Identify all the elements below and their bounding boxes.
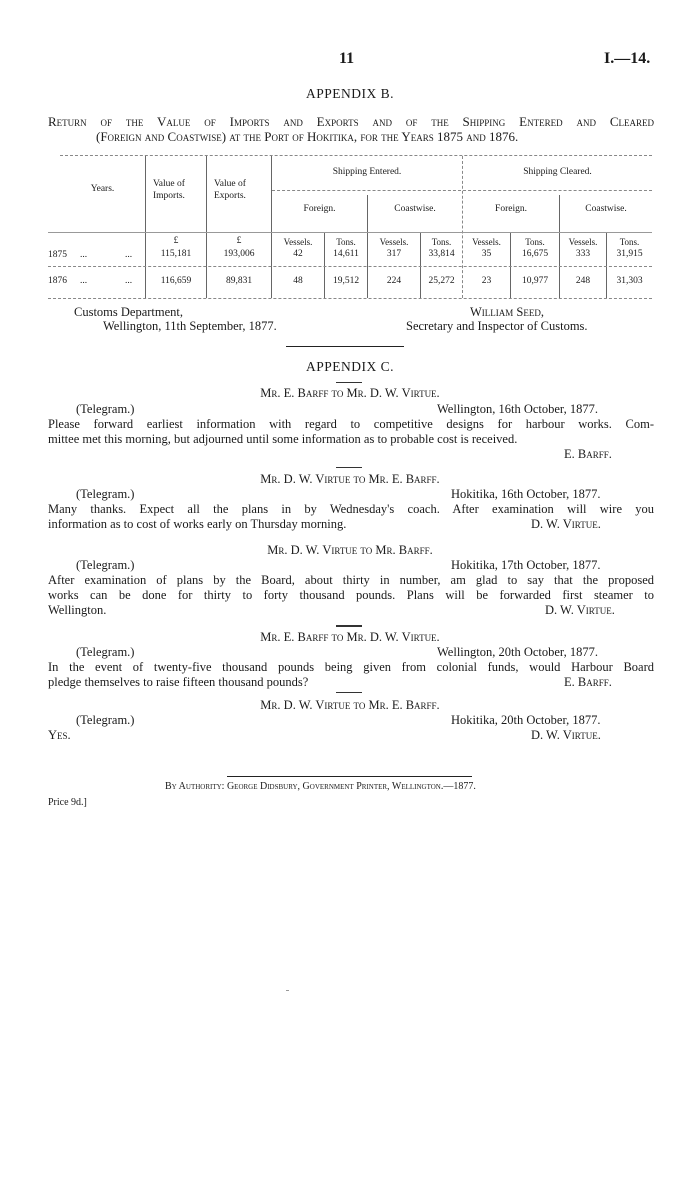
col-header-imports: Value of Imports. — [153, 179, 185, 201]
appendix-b-caption-line-1: Return of the Value of Imports and Exports and of the Shipping Entered and Cleared — [48, 114, 654, 129]
telegram-body-line: After examination of plans by the Board, about thirty in number, am glad to say that the proposed — [48, 573, 654, 587]
col-header-years: Years. — [90, 184, 115, 194]
unit-exports: £ — [236, 236, 242, 246]
telegram-kind: (Telegram.) — [76, 487, 135, 501]
telegram-kind: (Telegram.) — [76, 713, 135, 727]
cell-cleared-coastwise-tons: 31,303 — [616, 276, 643, 286]
sub-header-cleared-foreign: Foreign. — [495, 204, 527, 214]
cell-entered-coastwise-tons: 33,814 — [428, 249, 455, 259]
telegram-place-date: Hokitika, 17th October, 1877. — [451, 558, 601, 572]
telegram-heading-text: Mr. E. Barff to Mr. D. W. Virtue. — [260, 386, 440, 400]
unit-vessels: Vessels. — [472, 237, 501, 247]
cell-entered-coastwise-tons: 25,272 — [428, 276, 455, 286]
col-header-exports: Value of Exports. — [214, 179, 246, 201]
telegram-body-line: works can be done for thirty to forty thousand pounds. Plans will be forwarded first steamer to — [48, 588, 654, 602]
page-number: 11 — [339, 50, 355, 67]
telegram-kind: (Telegram.) — [76, 402, 135, 416]
telegram-place-date: Hokitika, 20th October, 1877. — [451, 713, 601, 727]
telegram-body-line: In the event of twenty-five thousand pounds being given from colonial funds, would Harbour Board — [48, 660, 654, 674]
cell-cleared-foreign-vessels: 35 — [481, 249, 492, 259]
row-year: 1876 — [48, 276, 67, 286]
group-header-shipping-cleared: Shipping Cleared. — [523, 167, 592, 177]
row-leader-dots: ... — [80, 276, 88, 286]
row-leader-dots: ... — [125, 250, 133, 260]
appendix-b-title: APPENDIX B. — [305, 86, 394, 101]
cell-cleared-coastwise-vessels: 248 — [575, 276, 591, 286]
unit-tons: Tons. — [336, 237, 356, 247]
telegram-body-line: Many thanks. Expect all the plans in by Wednesday's coach. After examination will wire you — [48, 502, 654, 516]
scan-speck — [286, 990, 289, 991]
unit-tons: Tons. — [525, 237, 545, 247]
telegram-heading: Mr. D. W. Virtue to Mr. E. Barff. — [260, 698, 440, 712]
cell-cleared-coastwise-tons: 31,915 — [616, 249, 643, 259]
sub-header-cleared-coastwise: Coastwise. — [585, 204, 627, 214]
short-rule — [336, 692, 362, 693]
cell-imports: 116,659 — [160, 276, 192, 286]
sig-title: Secretary and Inspector of Customs. — [406, 319, 588, 333]
footer-rule — [227, 776, 472, 777]
footer-authority-text: By Authority: George Didsbury, Government Printer, Wellington.—1877. — [165, 781, 476, 792]
short-rule — [336, 467, 362, 468]
table-header-rule — [48, 232, 652, 233]
table-rule — [272, 190, 652, 191]
cell-entered-foreign-vessels: 48 — [293, 276, 303, 286]
telegram-body-line: information as to cost of works early on Thursday morning. — [48, 517, 347, 531]
telegram-place-date: Wellington, 16th October, 1877. — [437, 402, 598, 416]
row-leader-dots: ... — [125, 276, 133, 286]
telegram-signature: D. W. Virtue. — [545, 603, 615, 617]
telegram-signature: E. Barff. — [564, 447, 612, 461]
document-reference: I.—14. — [604, 50, 651, 67]
telegram-signature: D. W. Virtue. — [531, 728, 601, 742]
short-rule — [336, 382, 362, 383]
unit-tons: Tons. — [619, 237, 640, 247]
cell-cleared-foreign-tons: 16,675 — [521, 249, 549, 259]
sig-date: Wellington, 11th September, 1877. — [103, 319, 277, 333]
telegram-place-date: Hokitika, 16th October, 1877. — [451, 487, 601, 501]
telegram-signature: D. W. Virtue. — [531, 517, 601, 531]
section-divider — [286, 346, 404, 347]
cell-entered-foreign-vessels: 42 — [293, 249, 303, 259]
telegram-place-date: Wellington, 20th October, 1877. — [437, 645, 598, 659]
unit-tons: Tons. — [431, 237, 452, 247]
telegram-heading: Mr. D. W. Virtue to Mr. Barff. — [267, 543, 433, 557]
sub-header-entered-foreign: Foreign. — [303, 204, 336, 214]
telegram-body-line: pledge themselves to raise fifteen thousand pounds? — [48, 675, 309, 689]
cell-imports: 115,181 — [160, 249, 192, 259]
telegram-signature: E. Barff. — [564, 675, 612, 689]
row-leader-dots: ... — [80, 250, 88, 260]
cell-exports: 89,831 — [225, 276, 253, 286]
telegram-kind: (Telegram.) — [76, 645, 135, 659]
sub-header-entered-coastwise: Coastwise. — [394, 204, 436, 214]
short-rule — [336, 625, 362, 627]
telegram-body-line: Please forward earliest information with regard to competitive designs for harbour works. Com- — [48, 417, 654, 431]
cell-entered-coastwise-vessels: 317 — [386, 249, 402, 259]
appendix-c-title: APPENDIX C. — [305, 359, 394, 374]
price: Price 9d.] — [48, 797, 87, 808]
sig-name: William Seed, — [470, 305, 544, 319]
table-top-rule — [60, 155, 652, 156]
telegram-body-line: Yes. — [48, 728, 71, 742]
group-header-shipping-entered: Shipping Entered. — [332, 167, 402, 177]
row-year: 1875 — [48, 250, 67, 260]
unit-vessels: Vessels. — [379, 237, 409, 247]
appendix-b-caption-line-2: (Foreign and Coastwise) at the Port of Hokitika, for the Years 1875 and 1876. — [96, 129, 519, 144]
cell-entered-foreign-tons: 14,611 — [333, 249, 359, 259]
unit-vessels: Vessels. — [568, 237, 598, 247]
cell-cleared-foreign-vessels: 23 — [481, 276, 492, 286]
telegram-kind: (Telegram.) — [76, 558, 135, 572]
unit-imports: £ — [173, 236, 179, 246]
telegram-body-line: Wellington. — [48, 603, 107, 617]
table-row-rule — [48, 266, 652, 267]
telegram-heading — [0, 386, 700, 401]
table-bottom-rule — [48, 298, 652, 299]
unit-vessels: Vessels. — [283, 237, 313, 247]
cell-cleared-coastwise-vessels: 333 — [575, 249, 591, 259]
telegram-heading: Mr. E. Barff to Mr. D. W. Virtue. — [260, 630, 440, 644]
sig-department: Customs Department, — [74, 305, 184, 319]
telegram-body-line: mittee met this morning, but adjourned until some information as to probable cost is received. — [48, 432, 518, 446]
telegram-heading: Mr. D. W. Virtue to Mr. E. Barff. — [260, 472, 440, 486]
cell-cleared-foreign-tons: 10,977 — [521, 276, 549, 286]
footer-authority — [165, 781, 476, 792]
cell-entered-foreign-tons: 19,512 — [332, 276, 360, 286]
cell-exports: 193,006 — [223, 249, 255, 259]
cell-entered-coastwise-vessels: 224 — [386, 276, 402, 286]
